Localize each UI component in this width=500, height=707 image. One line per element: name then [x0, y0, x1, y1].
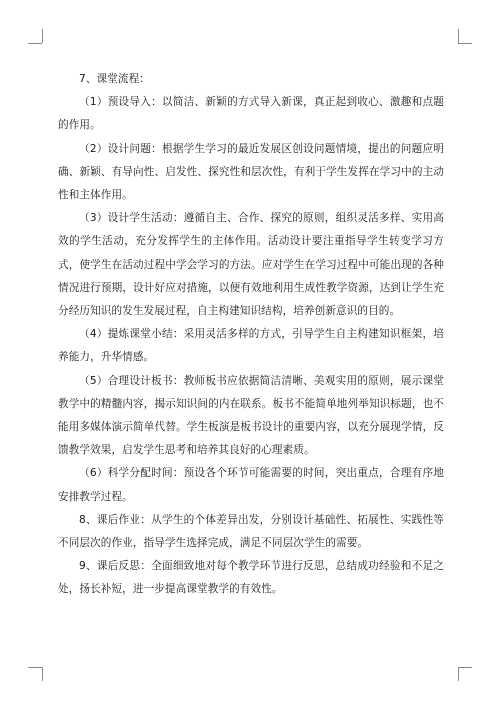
paragraph-reflection: 9、课后反思：全面细致地对每个教学环节进行反思，总结成功经验和不足之处，扬长补短，进一步提高课堂教学的有效性。	[58, 560, 444, 596]
paragraph-summary: （4）提炼课堂小结：采用灵活多样的方式，引导学生自主构建知识框架，培养能力，升华情感。	[58, 328, 444, 364]
crop-mark-bottom-right-v	[458, 667, 459, 681]
crop-mark-bottom-left-h	[28, 667, 42, 668]
paragraph-student-activities: （3）设计学生活动：遵循自主、合作、探究的原则，组织灵活多样、实用高效的学生活动，充分发挥学生的主体作用。活动设计要注重指导学生转变学习方式，使学生在活动过程中学会学习的方法。应对学生在学习过程中可能出现的各种情况进行预期，设计好应对措施，以便有效地利用生成性教学资源，达到让学生充分经历知识的发生发展过程，自主构建知识结构，培养创新意识的目的。	[58, 212, 444, 318]
crop-mark-top-left-h	[28, 43, 42, 44]
paragraph-preset-intro: （1）预设导入：以简洁、新颖的方式导入新课，真正起到收心、激趣和点题的作用。	[58, 96, 444, 132]
crop-mark-bottom-left-v	[42, 667, 43, 681]
crop-mark-top-right-v	[458, 29, 459, 43]
paragraph-blackboard: （5）合理设计板书：教师板书应依据简洁清晰、美观实用的原则，展示课堂教学中的精髓内容，揭示知识间的内在联系。板书不能简单地列举知识标题，也不能用多媒体演示简单代替。学生板演是板书设计的重要内容，以充分展现学情，反馈教学效果，启发学生思考和培养其良好的心理素质。	[58, 374, 444, 457]
crop-mark-top-right-h	[458, 43, 472, 44]
document-body	[58, 68, 444, 602]
paragraph-classroom-process: 7、课堂流程：	[79, 73, 151, 85]
crop-mark-bottom-right-h	[458, 667, 472, 668]
crop-mark-top-left-v	[42, 29, 43, 43]
paragraph-time-allocation: （6）科学分配时间：预设各个环节可能需要的时间，突出重点，合理有序地安排教学过程。	[58, 467, 444, 503]
paragraph-homework: 8、课后作业：从学生的个体差异出发，分别设计基础性、拓展性、实践性等不同层次的作业，指导学生选择完成，满足不同层次学生的需要。	[58, 513, 444, 550]
paragraph-design-questions: （2）设计问题：根据学生学习的最近发展区创设问题情境，提出的问题应明确、新颖、有导向性、启发性、探究性和层次性，有利于学生发挥在学习中的主动性和主体作用。	[58, 142, 444, 202]
